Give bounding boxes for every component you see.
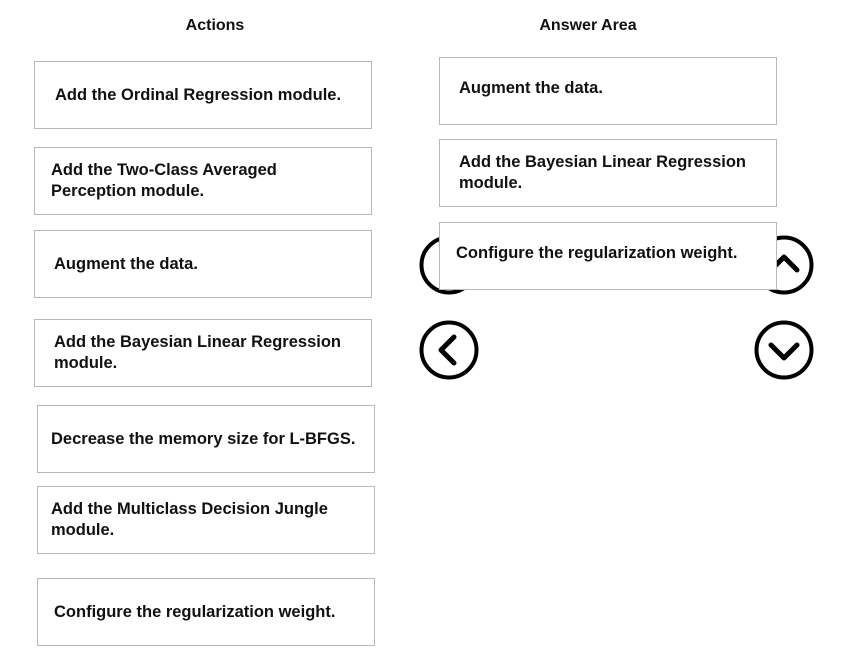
chevron-down-circle-icon bbox=[754, 320, 814, 380]
move-left-button[interactable] bbox=[419, 320, 479, 380]
action-item-ordinal-regression[interactable]: Add the Ordinal Regression module. bbox=[34, 61, 372, 129]
action-item-bayesian-linear-regression[interactable]: Add the Bayesian Linear Regression module. bbox=[34, 319, 372, 387]
action-item-configure-regularization[interactable]: Configure the regularization weight. bbox=[37, 578, 375, 646]
answer-item-augment-data[interactable]: Augment the data. bbox=[439, 57, 777, 125]
action-item-augment-data[interactable]: Augment the data. bbox=[34, 230, 372, 298]
action-item-multiclass-decision-jungle[interactable]: Add the Multiclass Decision Jungle module. bbox=[37, 486, 375, 554]
actions-heading: Actions bbox=[185, 17, 245, 34]
chevron-left-circle-icon bbox=[419, 320, 479, 380]
action-item-decrease-memory-lbfgs[interactable]: Decrease the memory size for L-BFGS. bbox=[37, 405, 375, 473]
answer-item-bayesian-linear-regression[interactable]: Add the Bayesian Linear Regression module. bbox=[439, 139, 777, 207]
move-down-button[interactable] bbox=[754, 320, 814, 380]
action-item-two-class-averaged-perception[interactable]: Add the Two-Class Averaged Perception module. bbox=[34, 147, 372, 215]
answer-area-heading: Answer Area bbox=[539, 17, 637, 34]
answer-item-configure-regularization[interactable]: Configure the regularization weight. bbox=[439, 222, 777, 290]
